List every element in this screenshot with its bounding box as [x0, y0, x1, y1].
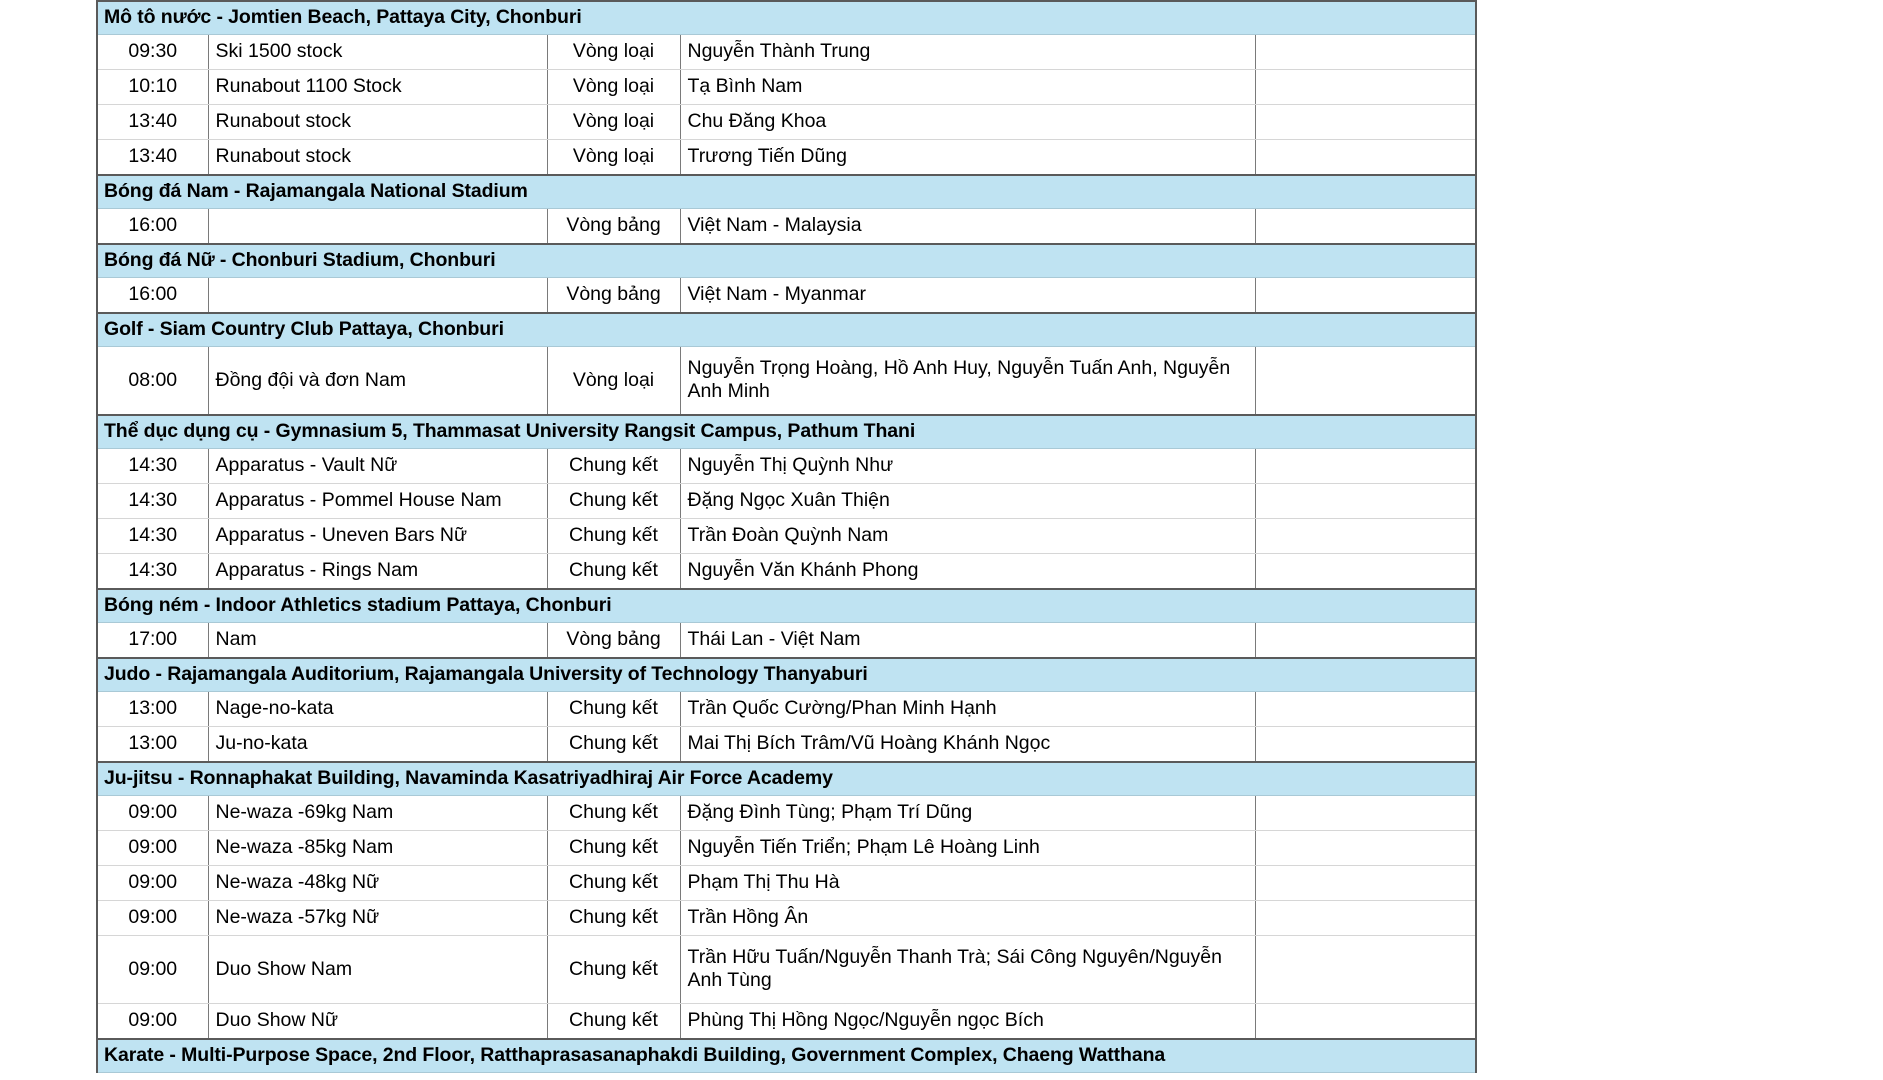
section-header-label: Bóng đá Nam - Rajamangala National Stadium — [97, 175, 1476, 209]
event-time-cell: 14:30 — [97, 554, 208, 590]
event-name-cell: Runabout stock — [208, 105, 547, 140]
event-round-cell: Vòng loại — [547, 70, 680, 105]
event-extra-cell — [1255, 901, 1476, 936]
table-row — [97, 692, 1476, 727]
event-time-cell: 13:00 — [97, 692, 208, 727]
section-header-row — [97, 658, 1476, 692]
event-name-cell: Ne-waza -48kg Nữ — [208, 866, 547, 901]
event-athletes-cell: Đặng Ngọc Xuân Thiện — [680, 484, 1255, 519]
table-row — [97, 278, 1476, 314]
table-row — [97, 70, 1476, 105]
event-extra-cell — [1255, 519, 1476, 554]
table-row — [97, 554, 1476, 590]
event-athletes-cell: Nguyễn Thị Quỳnh Như — [680, 449, 1255, 484]
event-extra-cell — [1255, 623, 1476, 659]
event-time-cell: 16:00 — [97, 278, 208, 314]
table-row — [97, 105, 1476, 140]
event-time-cell: 13:40 — [97, 105, 208, 140]
section-header-label: Thể dục dụng cụ - Gymnasium 5, Thammasat University Rangsit Campus, Pathum Thani — [97, 415, 1476, 449]
event-extra-cell — [1255, 1004, 1476, 1040]
event-time-cell: 10:10 — [97, 70, 208, 105]
event-athletes-cell: Phùng Thị Hồng Ngọc/Nguyễn ngọc Bích — [680, 1004, 1255, 1040]
event-extra-cell — [1255, 70, 1476, 105]
event-extra-cell — [1255, 35, 1476, 70]
section-header-label: Judo - Rajamangala Auditorium, Rajamangala University of Technology Thanyaburi — [97, 658, 1476, 692]
event-athletes-cell: Phạm Thị Thu Hà — [680, 866, 1255, 901]
table-row — [97, 209, 1476, 245]
event-extra-cell — [1255, 796, 1476, 831]
event-extra-cell — [1255, 140, 1476, 176]
section-header-row — [97, 589, 1476, 623]
section-header-row — [97, 244, 1476, 278]
event-athletes-cell: Nguyễn Tiến Triển; Phạm Lê Hoàng Linh — [680, 831, 1255, 866]
event-round-cell: Chung kết — [547, 866, 680, 901]
table-row — [97, 484, 1476, 519]
table-row — [97, 140, 1476, 176]
table-row — [97, 347, 1476, 416]
table-row — [97, 623, 1476, 659]
event-time-cell: 09:00 — [97, 901, 208, 936]
competition-schedule — [96, 0, 1475, 1073]
section-header-row — [97, 415, 1476, 449]
event-extra-cell — [1255, 866, 1476, 901]
section-header-label: Mô tô nước - Jomtien Beach, Pattaya City, Chonburi — [97, 1, 1476, 35]
event-name-cell: Duo Show Nữ — [208, 1004, 547, 1040]
section-header-label: Ju-jitsu - Ronnaphakat Building, Navaminda Kasatriyadhiraj Air Force Academy — [97, 762, 1476, 796]
event-round-cell: Vòng loại — [547, 347, 680, 416]
event-round-cell: Chung kết — [547, 936, 680, 1004]
event-time-cell: 09:00 — [97, 866, 208, 901]
event-name-cell: Runabout stock — [208, 140, 547, 176]
event-round-cell: Chung kết — [547, 449, 680, 484]
event-extra-cell — [1255, 484, 1476, 519]
event-time-cell: 09:00 — [97, 936, 208, 1004]
event-athletes-cell: Nguyễn Thành Trung — [680, 35, 1255, 70]
event-extra-cell — [1255, 449, 1476, 484]
event-name-cell — [208, 278, 547, 314]
event-round-cell: Vòng bảng — [547, 278, 680, 314]
section-header-label: Karate - Multi-Purpose Space, 2nd Floor, Ratthaprasasanaphakdi Building, Government Complex, Chaeng Watthana — [97, 1039, 1476, 1073]
event-name-cell: Apparatus - Uneven Bars Nữ — [208, 519, 547, 554]
table-row — [97, 796, 1476, 831]
event-time-cell: 09:00 — [97, 1004, 208, 1040]
section-header-label: Bóng ném - Indoor Athletics stadium Pattaya, Chonburi — [97, 589, 1476, 623]
event-name-cell: Ski 1500 stock — [208, 35, 547, 70]
event-name-cell — [208, 209, 547, 245]
event-extra-cell — [1255, 831, 1476, 866]
event-round-cell: Chung kết — [547, 1004, 680, 1040]
event-round-cell: Chung kết — [547, 727, 680, 763]
table-row — [97, 35, 1476, 70]
section-header-row — [97, 762, 1476, 796]
event-time-cell: 08:00 — [97, 347, 208, 416]
event-round-cell: Chung kết — [547, 831, 680, 866]
table-row — [97, 449, 1476, 484]
event-round-cell: Chung kết — [547, 796, 680, 831]
event-name-cell: Ne-waza -57kg Nữ — [208, 901, 547, 936]
event-athletes-cell: Chu Đăng Khoa — [680, 105, 1255, 140]
event-extra-cell — [1255, 105, 1476, 140]
event-name-cell: Duo Show Nam — [208, 936, 547, 1004]
table-row — [97, 936, 1476, 1004]
event-round-cell: Vòng loại — [547, 140, 680, 176]
event-name-cell: Ne-waza -69kg Nam — [208, 796, 547, 831]
event-athletes-cell: Trần Hồng Ân — [680, 901, 1255, 936]
section-header-row — [97, 313, 1476, 347]
event-name-cell: Apparatus - Vault Nữ — [208, 449, 547, 484]
event-round-cell: Chung kết — [547, 692, 680, 727]
event-time-cell: 13:40 — [97, 140, 208, 176]
event-athletes-cell: Trương Tiến Dũng — [680, 140, 1255, 176]
event-time-cell: 14:30 — [97, 519, 208, 554]
event-round-cell: Chung kết — [547, 901, 680, 936]
event-round-cell: Vòng bảng — [547, 623, 680, 659]
event-athletes-cell: Nguyễn Trọng Hoàng, Hồ Anh Huy, Nguyễn Tuấn Anh, Nguyễn Anh Minh — [680, 347, 1255, 416]
event-time-cell: 09:00 — [97, 831, 208, 866]
event-extra-cell — [1255, 727, 1476, 763]
event-athletes-cell: Mai Thị Bích Trâm/Vũ Hoàng Khánh Ngọc — [680, 727, 1255, 763]
event-extra-cell — [1255, 554, 1476, 590]
event-athletes-cell: Trần Quốc Cường/Phan Minh Hạnh — [680, 692, 1255, 727]
section-header-label: Bóng đá Nữ - Chonburi Stadium, Chonburi — [97, 244, 1476, 278]
event-time-cell: 14:30 — [97, 484, 208, 519]
event-name-cell: Đồng đội và đơn Nam — [208, 347, 547, 416]
event-round-cell: Chung kết — [547, 519, 680, 554]
event-athletes-cell: Việt Nam - Malaysia — [680, 209, 1255, 245]
table-row — [97, 866, 1476, 901]
section-header-row — [97, 1039, 1476, 1073]
event-time-cell: 09:30 — [97, 35, 208, 70]
section-header-row — [97, 175, 1476, 209]
event-round-cell: Vòng loại — [547, 35, 680, 70]
event-name-cell: Apparatus - Rings Nam — [208, 554, 547, 590]
event-athletes-cell: Trần Đoàn Quỳnh Nam — [680, 519, 1255, 554]
event-extra-cell — [1255, 692, 1476, 727]
event-athletes-cell: Đặng Đình Tùng; Phạm Trí Dũng — [680, 796, 1255, 831]
event-name-cell: Nage-no-kata — [208, 692, 547, 727]
event-name-cell: Runabout 1100 Stock — [208, 70, 547, 105]
table-row — [97, 901, 1476, 936]
event-extra-cell — [1255, 347, 1476, 416]
event-athletes-cell: Tạ Bình Nam — [680, 70, 1255, 105]
table-row — [97, 519, 1476, 554]
table-row — [97, 831, 1476, 866]
event-extra-cell — [1255, 936, 1476, 1004]
table-row — [97, 1004, 1476, 1040]
event-name-cell: Ne-waza -85kg Nam — [208, 831, 547, 866]
event-round-cell: Chung kết — [547, 554, 680, 590]
event-name-cell: Ju-no-kata — [208, 727, 547, 763]
event-athletes-cell: Việt Nam - Myanmar — [680, 278, 1255, 314]
event-round-cell: Vòng loại — [547, 105, 680, 140]
section-header-row — [97, 1, 1476, 35]
event-extra-cell — [1255, 209, 1476, 245]
section-header-label: Golf - Siam Country Club Pattaya, Chonburi — [97, 313, 1476, 347]
event-time-cell: 14:30 — [97, 449, 208, 484]
event-name-cell: Nam — [208, 623, 547, 659]
event-name-cell: Apparatus - Pommel House Nam — [208, 484, 547, 519]
event-time-cell: 09:00 — [97, 796, 208, 831]
schedule-table — [96, 0, 1477, 1073]
event-athletes-cell: Trần Hữu Tuấn/Nguyễn Thanh Trà; Sái Công Nguyên/Nguyễn Anh Tùng — [680, 936, 1255, 1004]
event-extra-cell — [1255, 278, 1476, 314]
event-time-cell: 16:00 — [97, 209, 208, 245]
event-athletes-cell: Nguyễn Văn Khánh Phong — [680, 554, 1255, 590]
event-round-cell: Vòng bảng — [547, 209, 680, 245]
event-time-cell: 13:00 — [97, 727, 208, 763]
table-row — [97, 727, 1476, 763]
event-athletes-cell: Thái Lan - Việt Nam — [680, 623, 1255, 659]
event-round-cell: Chung kết — [547, 484, 680, 519]
event-time-cell: 17:00 — [97, 623, 208, 659]
